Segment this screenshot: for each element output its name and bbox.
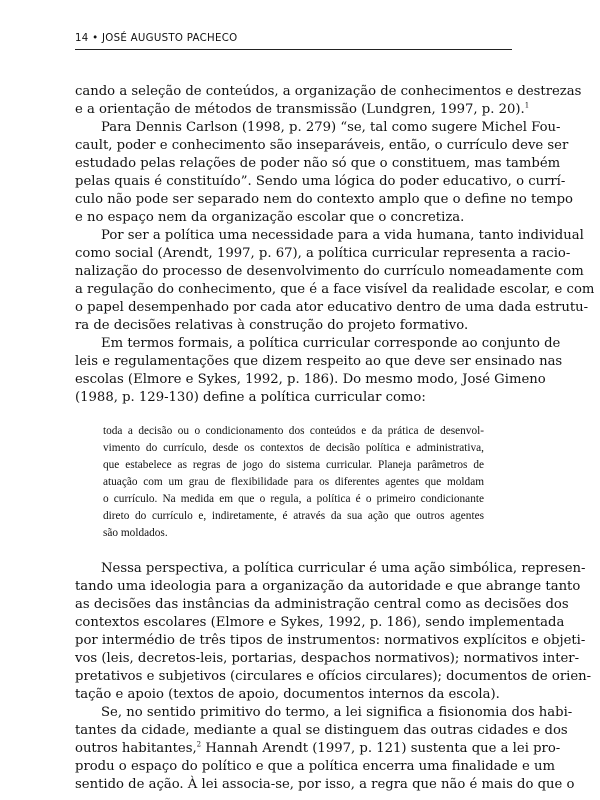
text-line: as decisões das instâncias da administração central como as decisões dos xyxy=(75,597,569,612)
text-line: produ o espaço do político e que a política encerra uma finalidade e um xyxy=(75,759,556,774)
running-head: 14 • JOSÉ AUGUSTO PACHECO xyxy=(75,33,512,50)
text-line: ra de decisões relativas à construção do projeto formativo. xyxy=(75,318,469,333)
text-line: sentido de ação. À lei associa-se, por isso, a regra que não é mais do que o xyxy=(75,777,575,792)
text-line: Por ser a política uma necessidade para a vida humana, tanto individual xyxy=(101,228,584,243)
text-line: cault, poder e conhecimento são inseparáveis, então, o currículo deve ser xyxy=(75,138,569,153)
text-line: tação e apoio (textos de apoio, documentos internos da escola). xyxy=(75,687,500,702)
text-line: Nessa perspectiva, a política curricular é uma ação simbólica, represen- xyxy=(101,561,586,576)
quote-line: são moldados. xyxy=(103,527,168,539)
text-line: culo não pode ser separado nem do contexto amplo que o define no tempo xyxy=(75,192,573,207)
text-line: tantes da cidade, mediante a qual se distinguem das outras cidades e dos xyxy=(75,723,568,738)
text-line: pelas quais é constituído”. Sendo uma lógica do poder educativo, o currí- xyxy=(75,174,566,189)
quote-line: vimento do currículo, desde os contextos de decisão política e administrativa, xyxy=(103,442,484,454)
text-line: estudado pelas relações de poder não só que o constituem, mas também xyxy=(75,156,561,171)
quote-line: toda a decisão ou o condicionamento dos conteúdos e da prática de desenvol- xyxy=(103,425,484,437)
text-line xyxy=(75,101,530,119)
paragraph-6 xyxy=(75,704,575,794)
text-line-content: Hannah Arendt (1997, p. 121) sustenta que a lei pro- xyxy=(201,741,561,756)
text-line: Em termos formais, a política curricular corresponde ao conjunto de xyxy=(101,336,561,351)
text-line: Se, no sentido primitivo do termo, a lei significa a fisionomia dos habi- xyxy=(101,705,573,720)
text-line: escolas (Elmore e Sykes, 1992, p. 186). Do mesmo modo, José Gimeno xyxy=(75,372,546,387)
text-line: tando uma ideologia para a organização da autoridade e que abrange tanto xyxy=(75,579,581,594)
quote-line: direto do currículo e, indiretamente, é através da sua ação que outros agentes xyxy=(103,510,484,522)
text-line: como social (Arendt, 1997, p. 67), a política curricular representa a racio- xyxy=(75,246,571,261)
paragraph-3 xyxy=(75,227,595,335)
paragraph-2 xyxy=(75,119,573,227)
paragraph-4 xyxy=(75,335,563,407)
text-line: a regulação do conhecimento, que é a face visível da realidade escolar, e com xyxy=(75,282,595,297)
text-line: vos (leis, decretos-leis, portarias, despachos normativos); normativos inter- xyxy=(75,651,580,666)
paragraph-5 xyxy=(75,560,592,704)
text-line: por intermédio de três tipos de instrumentos: normativos explícitos e objeti- xyxy=(75,633,586,648)
text-line xyxy=(75,740,561,758)
text-line: e no espaço nem da organização escolar que o concretiza. xyxy=(75,210,465,225)
footnote-ref: 2 xyxy=(196,740,202,749)
text-line: pretativos e subjetivos (circulares e ofícios circulares); documentos de orien- xyxy=(75,669,592,684)
text-line: leis e regulamentações que dizem respeito ao que deve ser ensinado nas xyxy=(75,354,563,369)
footnote-ref: 1 xyxy=(524,101,530,110)
text-line-content: outros habitantes, xyxy=(75,741,197,756)
text-line: o papel desempenhado por cada ator educativo dentro de uma dada estrutu- xyxy=(75,300,589,315)
text-line: nalização do processo de desenvolvimento do currículo nomeadamente com xyxy=(75,264,584,279)
text-line: contextos escolares (Elmore e Sykes, 1992, p. 186), sendo implementada xyxy=(75,615,565,630)
paragraph-1 xyxy=(75,83,582,119)
body-text xyxy=(75,83,595,794)
text-line: (1988, p. 129-130) define a política curricular como: xyxy=(75,390,426,405)
block-quote xyxy=(103,423,484,542)
text-line: Para Dennis Carlson (1998, p. 279) “se, tal como sugere Michel Fou- xyxy=(101,120,561,135)
text-line: cando a seleção de conteúdos, a organização de conhecimentos e destrezas xyxy=(75,84,582,99)
text-line-content: e a orientação de métodos de transmissão (Lundgren, 1997, p. 20). xyxy=(75,102,525,117)
quote-line: o currículo. Na medida em que o regula, a política é o primeiro condicionante xyxy=(103,493,484,505)
quote-line: atuação com um grau de flexibilidade para os diferentes agentes que moldam xyxy=(103,476,484,488)
quote-line: que estabelece as regras de jogo do sistema curricular. Planeja parâmetros de xyxy=(103,459,484,471)
